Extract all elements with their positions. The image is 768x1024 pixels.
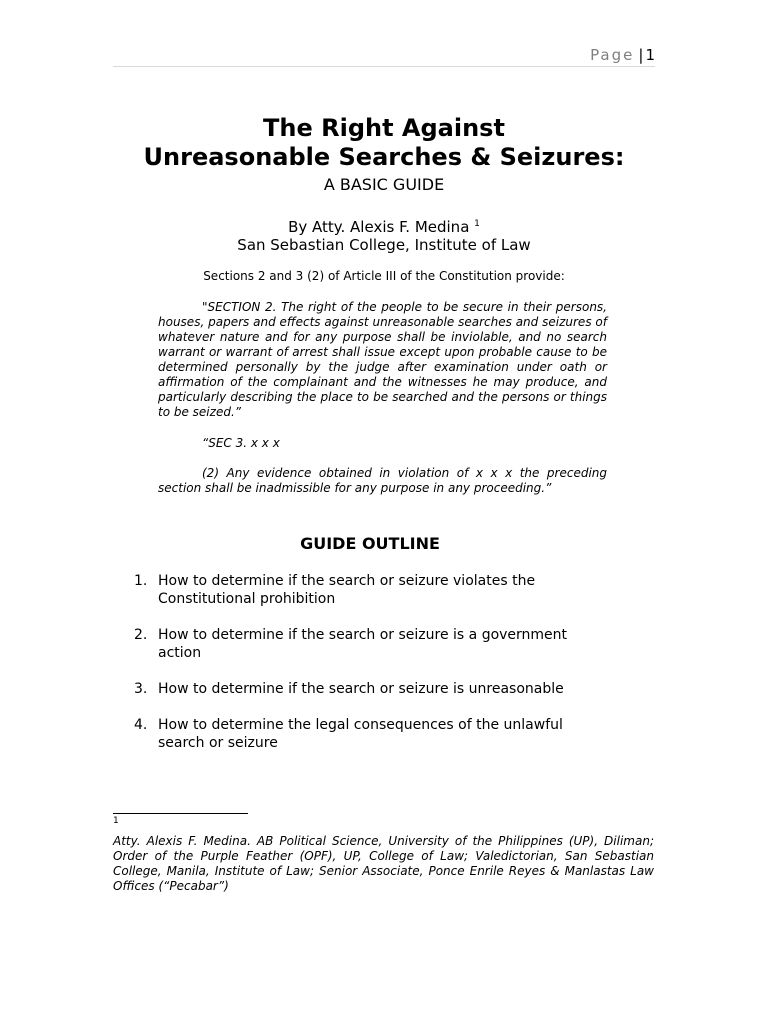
outline-item — [134, 572, 604, 608]
outline-item-number: 2. — [134, 627, 148, 643]
footnote-separator — [113, 813, 248, 814]
outline-item — [134, 626, 604, 662]
document-subtitle: A BASIC GUIDE — [323, 175, 445, 194]
outline-heading: GUIDE OUTLINE — [300, 534, 440, 553]
footnote-mark: 1 — [113, 816, 119, 826]
page-number: 1 — [645, 46, 655, 64]
footnote-reference[interactable]: 1 — [474, 219, 480, 229]
quote-section-3 — [158, 436, 607, 451]
quote-section-2-text: "SECTION 2. The right of the people to be secure in their persons, houses, papers and effects against unreasonable searches and seizures of whatever nature and for any purpose shall be inviolable, and no search warrant or warrant of arrest shall issue except upon probable cause to be determined personally by the judge after examination under oath or affirmation of the complainant and the witnesses he may produce, and particularly describing the place to be searched and the persons or things to be seized.” — [158, 300, 607, 419]
title-line-2: Unreasonable Searches & Seizures: — [143, 143, 625, 171]
quote-section-3-text: “SEC 3. x x x — [202, 436, 280, 450]
author-affiliation: San Sebastian College, Institute of Law — [237, 236, 531, 254]
outline-item-number: 3. — [134, 681, 148, 697]
quote-section-3-2 — [158, 466, 607, 496]
outline-item-text: How to determine if the search or seizure is unreasonable — [158, 681, 564, 697]
intro-paragraph: Sections 2 and 3 (2) of Article III of the Constitution provide: — [203, 269, 565, 283]
author-byline: By Atty. Alexis F. Medina — [288, 218, 470, 236]
outline-item-number: 1. — [134, 573, 148, 589]
header-divider — [113, 66, 655, 67]
outline-item — [134, 680, 604, 698]
outline-item-text: How to determine the legal consequences of the unlawful search or seizure — [158, 717, 563, 751]
outline-item-text: How to determine if the search or seizure is a government action — [158, 627, 568, 661]
outline-item-number: 4. — [134, 717, 148, 733]
author-block — [0, 215, 768, 254]
outline-list — [134, 572, 604, 770]
author-line — [0, 215, 768, 236]
document-title — [0, 114, 768, 172]
quote-section-2 — [158, 300, 607, 420]
page-header — [590, 46, 655, 64]
page-label: Page — [590, 46, 635, 64]
quote-section-3-2-text: (2) Any evidence obtained in violation of x x x the preceding section shall be inadmissible for any purpose in any proceeding.” — [158, 466, 607, 495]
outline-item-text: How to determine if the search or seizure violates the Constitutional prohibition — [158, 573, 536, 607]
footnote-text: Atty. Alexis F. Medina. AB Political Science, University of the Philippines (UP), Diliman; Order of the Purple Feather (OPF), UP, College of Law; Valedictorian, San Sebastian College, Manila, Institute of Law; Senior Associate, Ponce Enrile Reyes & Manlastas Law Offices (“Pecabar”) — [113, 834, 654, 893]
title-line-1: The Right Against — [263, 114, 505, 142]
outline-item — [134, 716, 604, 752]
page-separator: | — [638, 46, 644, 64]
